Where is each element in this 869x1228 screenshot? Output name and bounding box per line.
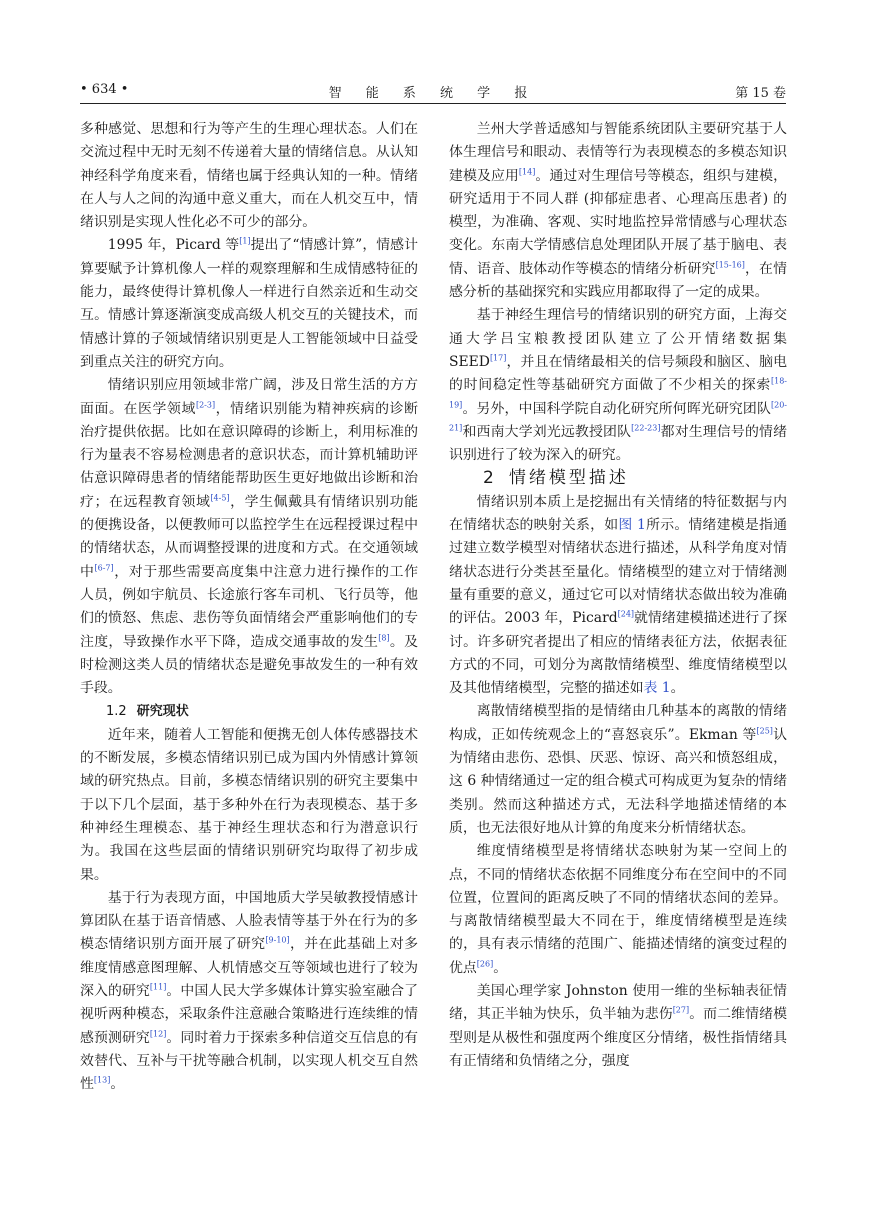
paragraph bbox=[80, 118, 418, 234]
paragraph bbox=[449, 840, 787, 980]
paragraph-text: 近年来，随着人工智能和便携无创人体传感器技术的不断发展，多模态情绪识别已成为国内外情感计算领域的研究热点。目前，多模态情绪识别的研究主要集中于以下几个层面，基于多种外在行为表现模态、基于多种神经生理模态、基于神经生理状态和行为潜意识行为。我国在这些层面的情绪识别研究均取得了初步成果。 bbox=[80, 726, 418, 883]
page-header bbox=[80, 78, 786, 104]
citation[interactable]: [9-10] bbox=[265, 935, 290, 945]
subsection-number: 1.2 bbox=[106, 704, 127, 720]
paragraph-text: 。 bbox=[670, 680, 685, 697]
paragraph-text: 就情绪建模描述进行了探讨。许多研究者提出了相应的情绪表征方法，依据表征方式的不同，可划分为离散情绪模型、维度情绪模型以及其他情绪模型，完整的描述如 bbox=[449, 610, 787, 697]
right-column bbox=[449, 118, 787, 1073]
citation[interactable]: [22-23] bbox=[631, 423, 661, 433]
paragraph-text: 。同时着力于探索多种信道交互信息的有效替代、互补与干扰等融合机制，以实现人机交互自然性 bbox=[80, 1029, 418, 1093]
citation[interactable]: [20-21] bbox=[449, 399, 787, 433]
journal-title: 智 能 系 统 学 报 bbox=[328, 86, 538, 101]
paragraph bbox=[449, 491, 787, 701]
paragraph-text: 基于神经生理信号的情绪识别的研究方面，上海交通大学吕宝粮教授团队建立了公开情绪数据集 SEED bbox=[449, 307, 787, 370]
paragraph-text: 和西南大学刘光远教授团队 bbox=[462, 423, 632, 440]
paragraph-text: 维度情绪模型是将情绪状态映射为某一空间上的点，不同的情绪状态依据不同维度分布在空间中的不同位置，位置间的距离反映了不同的情绪状态间的差异。与离散情绪模型最大不同在于，维度情绪模型是连续的，具有表示情绪的范围广、能描述情绪的演变过程的优点 bbox=[449, 843, 787, 976]
subsection-title: 研究现状 bbox=[136, 704, 189, 720]
citation[interactable]: [4-5] bbox=[210, 493, 230, 503]
paragraph bbox=[80, 724, 418, 887]
citation[interactable]: [18-19] bbox=[449, 376, 787, 409]
section-number: 2 bbox=[483, 468, 497, 489]
paragraph-text: 提出了“情感计算”，情感计算要赋予计算机像人一样的观察理解和生成情感特征的能力，最终使得计算机像人一样进行自然亲近和生动交互。情感计算逐渐演变成高级人机交互的关键技术，而情感计算的子领域情绪识别更是人工智能领域中日益受到重点关注的研究方向。 bbox=[80, 237, 418, 370]
citation[interactable]: [14] bbox=[518, 166, 536, 176]
paragraph-text: ，并且在情绪最相关的信号频段和脑区、脑电的时间稳定性等基础研究方面做了不少相关的探索 bbox=[449, 353, 787, 394]
paragraph-text: 离散情绪模型指的是情绪由几种基本的离散的情绪构成，正如传统观念上的“喜怒哀乐”。Ekman 等 bbox=[449, 703, 787, 743]
citation[interactable]: [2-3] bbox=[195, 399, 216, 409]
subsection-heading bbox=[80, 700, 418, 723]
citation[interactable]: [12] bbox=[149, 1028, 167, 1038]
citation[interactable]: [27] bbox=[672, 1005, 690, 1015]
paragraph-text: 。中国人民大学多媒体计算实验室融合了视听两种模态，采取条件注意融合策略进行连续维的情感预测研究 bbox=[80, 982, 418, 1046]
paragraph bbox=[449, 304, 787, 467]
paragraph-text: 情绪识别应用领域非常广阔，涉及日常生活的方方面面。在医学领域 bbox=[80, 377, 418, 417]
paragraph-text: 。另外，中国科学院自动化研究所何晖光研究团队 bbox=[462, 400, 771, 417]
paragraph-text: 1995 年，Picard 等 bbox=[107, 237, 240, 254]
paragraph-text: 。 bbox=[493, 959, 508, 976]
paragraph bbox=[80, 374, 418, 700]
paragraph-text: ，在情感分析的基础探究和实践应用都取得了一定的成果。 bbox=[449, 260, 787, 301]
citation[interactable]: [26] bbox=[476, 959, 494, 969]
paragraph-text: 认为情绪由悲伤、恐惧、厌恶、惊讶、高兴和愤怒组成，这 6 种情绪通过一定的组合模式可构成更为复杂的情绪类别。然而这种描述方式，无法科学地描述情绪的本质，也无法很好地从计算的角度来分析情绪状态。 bbox=[449, 726, 787, 836]
citation[interactable]: [1] bbox=[239, 236, 251, 246]
paragraph-text: ，对于那些需要高度集中注意力进行操作的工作人员，例如宇航员、长途旅行客车司机、飞行员等，他们的愤怒、焦虑、悲伤等负面情绪会严重影响他们的专注度，导致操作水平下降，造成交通事故的发生 bbox=[80, 563, 418, 650]
paragraph-text: 基于行为表现方面，中国地质大学吴敏教授情感计算团队在基于语音情感、人脸表情等基于外在行为的多模态情绪识别方面开展了研究 bbox=[80, 889, 418, 953]
table-link[interactable]: 表 1 bbox=[643, 680, 671, 697]
paragraph bbox=[449, 700, 787, 840]
citation[interactable]: [13] bbox=[93, 1075, 111, 1085]
left-column bbox=[80, 118, 418, 1096]
header-rule bbox=[80, 103, 786, 104]
paragraph-text: 多种感觉、思想和行为等产生的生理心理状态。人们在交流过程中无时无刻不传递着大量的情绪信息。从认知神经科学角度来看，情绪也属于经典认知的一种。情绪在人与人之间的沟通中意义重大，而在人机交互中，情绪识别是实现人性化必不可少的部分。 bbox=[80, 121, 418, 231]
citation[interactable]: [25] bbox=[756, 726, 773, 736]
paragraph bbox=[80, 234, 418, 374]
section-heading bbox=[449, 467, 787, 490]
paragraph-text: 情绪识别本质上是挖掘出有关情绪的特征数据与内在情绪状态的映射关系，如 bbox=[449, 493, 787, 534]
citation[interactable]: [6-7] bbox=[94, 563, 114, 573]
paragraph-text: 都对生理信号的情绪识别进行了较为深入的研究。 bbox=[449, 423, 787, 464]
page-number: • 634 • bbox=[80, 82, 129, 97]
figure-link[interactable]: 图 1 bbox=[618, 517, 646, 534]
citation[interactable]: [15-16] bbox=[715, 260, 745, 270]
paragraph-text: ，情绪识别能为精神疾病的诊断治疗提供依据。比如在意识障碍的诊断上，利用标准的行为量表不容易检测患者的意识状态，而计算机辅助评估意识障碍患者的情绪能帮助医生更好地做出诊断和治疗；在远程教育领域 bbox=[80, 400, 418, 510]
paragraph-text: ，学生佩戴具有情绪识别功能的便携设备，以便教师可以监控学生在远程授课过程中的情绪状态，从而调整授课的进度和方式。在交通领域中 bbox=[80, 493, 418, 580]
paragraph-text: 。通过对生理信号等模态，组织与建模，研究适用于不同人群 (抑郁症患者、心理高压患者) 的模型，为准确、客观、实时地监控异常情感与心理状态变化。东南大学情感信息处理团队开展了基于脑电、表情、语音、肢体动作等模态的情绪分析研究 bbox=[449, 167, 787, 277]
section-title: 情绪模型描述 bbox=[508, 468, 629, 489]
paragraph-text: 美国心理学家 Johnston 使用一维的坐标轴表征情绪，其正半轴为快乐，负半轴为悲伤 bbox=[449, 982, 787, 1023]
volume-label: 第 15 卷 bbox=[735, 86, 786, 101]
paragraph bbox=[80, 887, 418, 1097]
citation[interactable]: [24] bbox=[617, 609, 635, 619]
citation[interactable]: [8] bbox=[378, 632, 390, 642]
paragraph-text: 。 bbox=[110, 1076, 125, 1093]
paragraph-text: 。而二维情绪模型则是从极性和强度两个维度区分情绪，极性指情绪具有正情绪和负情绪之分，强度 bbox=[449, 1006, 787, 1069]
citation[interactable]: [17] bbox=[489, 353, 507, 363]
paragraph-text: 所示。情绪建模是指通过建立数学模型对情绪状态进行描述，从科学角度对情绪状态进行分类甚至量化。情绪模型的建立对于情绪测量有重要的意义，通过它可以对情绪状态做出较为准确的评估。2003 年，Picard bbox=[449, 517, 787, 627]
paragraph-text: ，并在此基础上对多维度情感意图理解、人机情感交互等领域也进行了较为深入的研究 bbox=[80, 936, 418, 999]
citation[interactable]: [11] bbox=[149, 982, 167, 992]
paragraph bbox=[449, 980, 787, 1073]
paragraph bbox=[449, 118, 787, 304]
paragraph-text: 。及时检测这类人员的情绪状态是避免事故发生的一种有效手段。 bbox=[80, 633, 418, 697]
paragraph-text: 兰州大学普适感知与智能系统团队主要研究基于人体生理信号和眼动、表情等行为表现模态的多模态知识建模及应用 bbox=[449, 121, 787, 184]
